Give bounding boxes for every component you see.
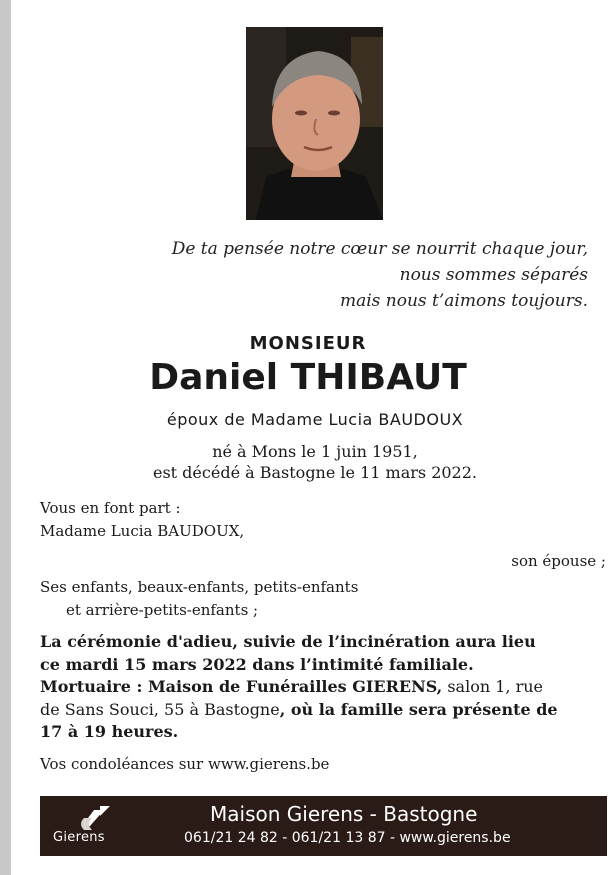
poem-line-3: mais nous t’aimons toujours. <box>339 291 588 311</box>
mortuary-label: Mortuaire : Maison de Funérailles GIERENS, <box>40 677 443 696</box>
family-children-line-1: Ses enfants, beaux-enfants, petits-enfants <box>40 578 359 596</box>
spouse-line: époux de Madame Lucia BAUDOUX <box>166 410 464 429</box>
funeral-home-footer <box>40 796 607 856</box>
ceremony-line-5: 17 à 19 heures. <box>40 722 179 741</box>
death-line: est décédé à Bastogne le 11 mars 2022. <box>152 463 477 482</box>
ceremony-line-3 <box>40 676 610 699</box>
mortuary-address-2: de Sans Souci, 55 à Bastogne <box>40 699 280 719</box>
footer-contact: 061/21 24 82 - 061/21 13 87 - www.gierens.be <box>184 830 511 846</box>
poem-line-2: nous sommes séparés <box>399 265 588 285</box>
ceremony-line-1: La cérémonie d'adieu, suivie de l’incinération aura lieu <box>40 632 536 651</box>
ceremony-line-2: ce mardi 15 mars 2022 dans l’intimité familiale. <box>40 654 474 674</box>
birth-line: né à Mons le 1 juin 1951, <box>212 442 418 461</box>
poem <box>128 236 588 314</box>
announce-line: Vous en font part : <box>40 499 181 517</box>
deceased-name: Daniel THIBAUT <box>149 357 467 398</box>
portrait-photo <box>246 27 383 220</box>
condolences-line: Vos condoléances sur www.gierens.be <box>40 755 330 773</box>
family-spouse-name: Madame Lucia BAUDOUX, <box>40 522 245 540</box>
mortuary-address-1: salon 1, rue <box>442 677 543 696</box>
footer-title: Maison Gierens - Bastogne <box>210 802 478 826</box>
family-spouse-relation: son épouse ; <box>511 552 606 570</box>
left-border-bar <box>0 0 11 875</box>
logo-text: Gierens <box>53 830 105 845</box>
ceremony-line-4 <box>40 699 610 722</box>
honorific-title: MONSIEUR <box>249 333 367 354</box>
ceremony-block <box>40 631 610 744</box>
poem-line-1: De ta pensée notre cœur se nourrit chaque jour, <box>171 239 588 259</box>
family-presence: , où la famille sera présente de <box>279 699 558 719</box>
family-children-line-2: et arrière-petits-enfants ; <box>66 601 259 619</box>
